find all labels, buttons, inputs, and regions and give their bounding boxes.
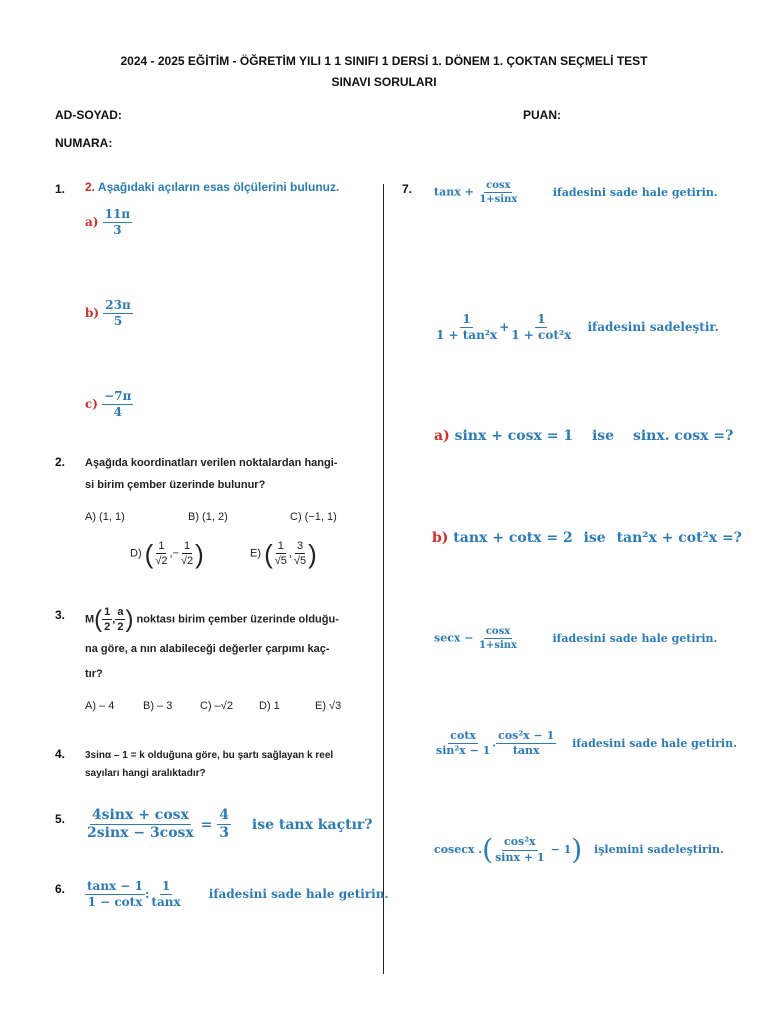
option-c[interactable]: C) (−1, 1) bbox=[290, 511, 337, 523]
paren-open: ( bbox=[94, 605, 103, 633]
fraction-numerator: 4sinx + cosx bbox=[90, 808, 191, 825]
part-2-fraction2 bbox=[509, 313, 573, 342]
fraction-numerator: cotx bbox=[448, 730, 478, 744]
question-7-number: 7. bbox=[402, 182, 413, 196]
name-label: AD-SOYAD: bbox=[55, 108, 122, 122]
part-5-fraction bbox=[477, 626, 519, 651]
option-d[interactable] bbox=[130, 540, 204, 567]
fraction-denominator: tanx bbox=[512, 744, 540, 758]
fraction-numerator: 1 bbox=[156, 540, 166, 554]
paren-open: ( bbox=[482, 833, 494, 866]
option-b[interactable]: B) (1, 2) bbox=[188, 511, 228, 523]
part-c-label: c) bbox=[85, 397, 98, 412]
part-7-text: işlemini sadeleştirin. bbox=[594, 843, 724, 856]
option-e-label: E) bbox=[250, 547, 261, 560]
fraction-numerator: 1 bbox=[535, 313, 547, 328]
fraction-denominator: 5 bbox=[113, 314, 123, 329]
question-5-text: ise tanx kaçtır? bbox=[251, 816, 373, 833]
fraction-denominator: 1+sinx bbox=[479, 194, 518, 205]
question-1-text bbox=[85, 180, 339, 194]
fraction-denominator: √2 bbox=[155, 555, 168, 568]
part-5-text: ifadesini sade hale getirin. bbox=[552, 631, 718, 645]
fraction-numerator: cos²x − 1 bbox=[496, 730, 556, 744]
part-6-text: ifadesini sade hale getirin. bbox=[572, 736, 737, 750]
fraction-denominator: 1 − cotx bbox=[87, 895, 143, 910]
question-2-text bbox=[85, 452, 375, 496]
fraction-denominator: 1 + tan²x bbox=[436, 328, 498, 343]
part-3-ise: ise bbox=[591, 428, 615, 444]
fraction-numerator: 11π bbox=[103, 208, 132, 223]
score-label: PUAN: bbox=[523, 108, 561, 122]
question-1-inner-number: 2. bbox=[85, 180, 96, 194]
question-5-expression bbox=[85, 808, 372, 842]
question-7-part-7 bbox=[434, 833, 724, 866]
question-7-part-1 bbox=[434, 180, 718, 205]
point-m-x bbox=[102, 606, 112, 633]
fraction-denominator: 2sinx − 3cosx bbox=[87, 825, 194, 842]
part-7-prefix: cosecx . bbox=[434, 843, 483, 856]
part-6-fraction1 bbox=[434, 730, 492, 757]
exam-title: 2024 - 2025 EĞİTİM - ÖĞRETİM YILI 1 1 SINIFI 1 DERSİ 1. DÖNEM 1. ÇOKTAN SEÇMELİ TEST bbox=[120, 54, 648, 68]
fraction-denominator: √5 bbox=[274, 555, 287, 568]
option-d-separator: ,− bbox=[169, 547, 179, 560]
question-1-prompt: Aşağıdaki açıların esas ölçülerini bulunuz. bbox=[97, 180, 340, 194]
question-3-line3: tır? bbox=[85, 668, 103, 680]
fraction-numerator: 23π bbox=[103, 299, 132, 314]
fraction-denominator: sinx + 1 bbox=[495, 850, 545, 864]
question-3-line1-text: noktası birim çember üzerinde olduğu- bbox=[136, 613, 339, 626]
question-1-part-b bbox=[85, 299, 133, 328]
question-4-line2: sayıları hangi aralıktadır? bbox=[85, 768, 206, 779]
option-d[interactable]: D) 1 bbox=[259, 700, 280, 712]
fraction-denominator: √2 bbox=[180, 555, 194, 568]
fraction-numerator: 1 bbox=[460, 313, 472, 328]
paren-open: ( bbox=[144, 538, 154, 569]
part-a-label: a) bbox=[85, 215, 99, 230]
option-a[interactable]: A) (1, 1) bbox=[85, 511, 125, 523]
fraction-minus7pi-4 bbox=[102, 390, 133, 419]
fraction-11pi-3 bbox=[103, 208, 132, 237]
question-6-fraction2 bbox=[149, 880, 182, 909]
part-1-prefix: tanx + bbox=[434, 185, 474, 199]
fraction-numerator: −7π bbox=[102, 390, 133, 405]
part-3-label: a) bbox=[434, 428, 450, 444]
fraction-numerator: 1 bbox=[182, 540, 192, 554]
part-4-question: tan²x + cot²x =? bbox=[616, 530, 742, 546]
part-1-text: ifadesini sade hale getirin. bbox=[552, 185, 718, 199]
fraction-denominator: 3 bbox=[219, 825, 230, 842]
question-3-line2: na göre, a nın alabileceği değerler çarpımı kaç- bbox=[85, 643, 330, 655]
question-1-number: 1. bbox=[55, 182, 66, 196]
question-2-options-row1 bbox=[85, 511, 375, 531]
equals-sign: = bbox=[200, 816, 213, 833]
part-b-label: b) bbox=[85, 306, 100, 321]
fraction-23pi-5 bbox=[103, 299, 132, 328]
fraction-numerator: 1 bbox=[160, 880, 172, 895]
question-2-line2: si birim çember üzerinde bulunur? bbox=[85, 479, 266, 491]
question-6-expression bbox=[85, 880, 389, 909]
part-6-fraction2 bbox=[496, 730, 556, 757]
fraction-denominator: 4 bbox=[113, 405, 122, 420]
question-4-text bbox=[85, 747, 375, 783]
question-7-part-5 bbox=[434, 626, 717, 651]
part-4-ise: ise bbox=[583, 530, 606, 546]
point-m-y bbox=[115, 606, 125, 633]
column-divider bbox=[383, 184, 384, 974]
multiply-sign: . bbox=[492, 736, 497, 750]
option-c[interactable]: C) –√2 bbox=[200, 700, 233, 712]
question-3-text bbox=[85, 638, 375, 685]
option-d-label: D) bbox=[130, 547, 142, 560]
part-4-label: b) bbox=[432, 530, 449, 546]
part-7-fraction bbox=[493, 836, 546, 863]
fraction-denominator: 2 bbox=[117, 621, 124, 634]
point-m-label: M bbox=[85, 613, 95, 626]
fraction-numerator: 3 bbox=[295, 540, 305, 554]
part-2-text: ifadesini sadeleştir. bbox=[587, 320, 719, 335]
part-7-minus-one: − 1 bbox=[550, 843, 572, 856]
fraction-numerator: tanx − 1 bbox=[85, 880, 145, 895]
option-d-frac2 bbox=[179, 540, 195, 567]
part-2-fraction1 bbox=[434, 313, 499, 342]
option-e-frac1 bbox=[273, 540, 289, 567]
fraction-denominator: tanx bbox=[151, 895, 181, 910]
divide-sign: : bbox=[144, 887, 150, 902]
question-3-line1 bbox=[85, 606, 339, 633]
fraction-denominator: 2 bbox=[104, 621, 111, 634]
fraction-denominator: sin²x − 1 bbox=[436, 744, 491, 758]
option-e-frac2 bbox=[292, 540, 308, 567]
question-6-text: ifadesini sade hale getirin. bbox=[208, 887, 389, 902]
question-5-right-fraction bbox=[217, 808, 231, 842]
option-e[interactable]: E) √3 bbox=[315, 700, 342, 712]
question-6-number: 6. bbox=[55, 882, 66, 896]
paren-close: ) bbox=[571, 833, 583, 866]
question-3-options bbox=[85, 700, 375, 720]
question-4-line1: 3sinα – 1 = k olduğuna göre, bu şartı sağlayan k reel bbox=[85, 750, 334, 761]
question-4-number: 4. bbox=[55, 747, 66, 761]
fraction-numerator: 1 bbox=[276, 540, 286, 554]
paren-close: ) bbox=[195, 538, 204, 569]
fraction-denominator: 3 bbox=[113, 223, 122, 238]
fraction-numerator: 1 bbox=[102, 606, 112, 620]
fraction-numerator: 4 bbox=[217, 808, 231, 825]
question-7-part-6 bbox=[434, 730, 737, 757]
plus-sign: + bbox=[499, 320, 510, 335]
fraction-denominator: 1+sinx bbox=[479, 640, 517, 651]
question-5-left-fraction bbox=[85, 808, 196, 842]
question-1-part-c bbox=[85, 390, 133, 419]
option-e-separator: , bbox=[288, 547, 292, 560]
fraction-numerator: cosx bbox=[485, 626, 511, 637]
part-4-expression: tanx + cotx = 2 bbox=[453, 530, 573, 546]
part-1-fraction bbox=[477, 180, 519, 205]
part-3-question: sinx. cosx =? bbox=[632, 428, 734, 444]
number-label: NUMARA: bbox=[55, 136, 113, 150]
option-b[interactable]: B) – 3 bbox=[143, 700, 173, 712]
question-7-part-4 bbox=[432, 530, 742, 546]
fraction-denominator: 1 + cot²x bbox=[511, 328, 572, 343]
paren-open: ( bbox=[264, 538, 273, 569]
part-5-prefix: secx − bbox=[434, 631, 474, 645]
question-7-part-3 bbox=[434, 428, 733, 444]
paren-close: ) bbox=[125, 605, 134, 633]
part-3-expression: sinx + cosx = 1 bbox=[454, 428, 574, 444]
point-m-separator: , bbox=[112, 613, 116, 626]
question-3-number: 3. bbox=[55, 608, 66, 622]
question-2-line1: Aşağıda koordinatları verilen noktalardan hangi- bbox=[85, 457, 338, 469]
exam-title-line2: SINAVI SORULARI bbox=[331, 75, 437, 89]
fraction-denominator: √5 bbox=[293, 555, 307, 568]
option-a[interactable]: A) – 4 bbox=[85, 700, 115, 712]
question-2-number: 2. bbox=[55, 455, 66, 469]
option-e[interactable] bbox=[250, 540, 317, 567]
question-7-part-2 bbox=[434, 313, 719, 342]
fraction-numerator: a bbox=[115, 606, 125, 620]
option-d-frac1 bbox=[153, 540, 169, 567]
paren-close: ) bbox=[308, 538, 317, 569]
fraction-numerator: cos²x bbox=[502, 836, 538, 850]
question-6-fraction1 bbox=[85, 880, 145, 909]
question-5-number: 5. bbox=[55, 812, 66, 826]
question-1-part-a bbox=[85, 208, 132, 237]
fraction-numerator: cosx bbox=[486, 180, 511, 191]
